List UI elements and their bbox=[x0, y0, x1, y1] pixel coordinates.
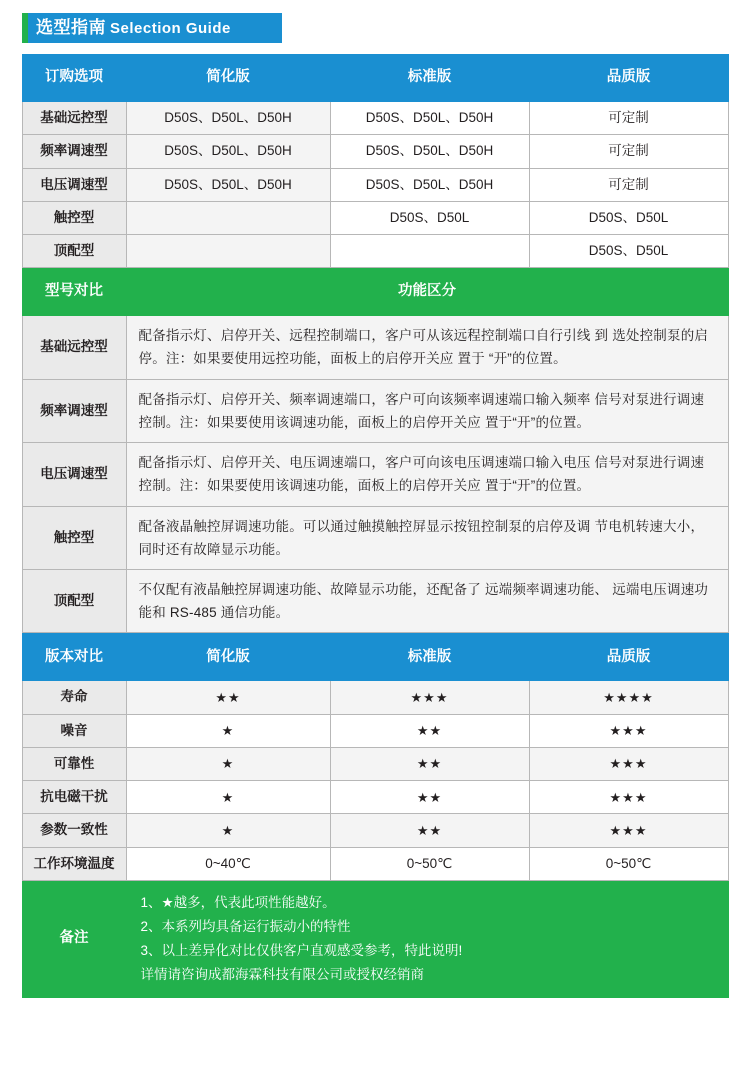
version-row-cell: ★★ bbox=[330, 747, 529, 780]
order-row-label: 基础远控型 bbox=[22, 102, 126, 135]
model-row-description: 配备液晶触控屏调速功能。可以通过触摸触控屏显示按钮控制泵的启停及调 节电机转速大小，同时还有故障显示功能。 bbox=[126, 506, 728, 569]
model-row-description: 配备指示灯、启停开关、频率调速端口，客户可向该频率调速端口输入频率 信号对泵进行调速控制。注：如果要使用该调速功能，面板上的启停开关应 置于“开”的位置。 bbox=[126, 379, 728, 442]
table-row bbox=[22, 570, 728, 633]
order-header-cell-1: 简化版 bbox=[126, 55, 330, 102]
version-header-cell-3: 品质版 bbox=[529, 634, 728, 681]
version-row-cell: ★★★ bbox=[529, 747, 728, 780]
order-row-cell bbox=[330, 235, 529, 268]
order-row-cell: D50S、D50L、D50H bbox=[126, 102, 330, 135]
version-row-cell: ★★ bbox=[330, 714, 529, 747]
version-row-label: 可靠性 bbox=[22, 747, 126, 780]
model-row-description: 配备指示灯、启停开关、远程控制端口，客户可从该远程控制端口自行引线 到 选处控制泵的启停。注：如果要使用远控功能，面板上的启停开关应 置于 “开”的位置。 bbox=[126, 316, 728, 379]
version-row-cell: 0~50℃ bbox=[330, 847, 529, 880]
note-line: 3、以上差异化对比仅供客户直观感受参考，特此说明! bbox=[140, 942, 463, 958]
table-row bbox=[22, 201, 728, 234]
note-line: 详情请咨询成都海霖科技有限公司或授权经销商 bbox=[140, 966, 424, 982]
table-row bbox=[22, 102, 728, 135]
model-row-label: 基础远控型 bbox=[22, 316, 126, 379]
order-row-cell: D50S、D50L bbox=[529, 201, 728, 234]
version-comparison-table bbox=[22, 633, 729, 998]
table-row bbox=[22, 168, 728, 201]
version-row-cell: ★★★ bbox=[529, 714, 728, 747]
version-row-cell: ★ bbox=[126, 747, 330, 780]
version-row-cell: 0~50℃ bbox=[529, 847, 728, 880]
order-row-cell: 可定制 bbox=[529, 135, 728, 168]
model-row-label: 触控型 bbox=[22, 506, 126, 569]
table-row bbox=[22, 379, 728, 442]
order-row-label: 顶配型 bbox=[22, 235, 126, 268]
note-row bbox=[22, 880, 728, 997]
version-row-cell: ★ bbox=[126, 714, 330, 747]
version-header-cell-2: 标准版 bbox=[330, 634, 529, 681]
note-line: 1、★越多，代表此项性能越好。 bbox=[140, 894, 336, 910]
table-row bbox=[22, 714, 728, 747]
page-title-cn: 选型指南 bbox=[36, 18, 106, 37]
table-row bbox=[22, 443, 728, 506]
version-row-cell: ★ bbox=[126, 814, 330, 847]
table-row bbox=[22, 781, 728, 814]
table-row bbox=[22, 235, 728, 268]
table-row bbox=[22, 506, 728, 569]
version-row-cell: ★★★ bbox=[529, 781, 728, 814]
version-table-header-row bbox=[22, 634, 728, 681]
model-table-header-row bbox=[22, 269, 728, 316]
version-header-cell-0: 版本对比 bbox=[22, 634, 126, 681]
version-row-label: 参数一致性 bbox=[22, 814, 126, 847]
version-row-cell: ★★★ bbox=[330, 681, 529, 714]
order-header-cell-3: 品质版 bbox=[529, 55, 728, 102]
model-row-label: 电压调速型 bbox=[22, 443, 126, 506]
note-line: 2、本系列均具备运行振动小的特性 bbox=[140, 918, 351, 934]
order-row-cell: D50S、D50L、D50H bbox=[330, 168, 529, 201]
version-row-cell: ★ bbox=[126, 781, 330, 814]
order-header-cell-0: 订购选项 bbox=[22, 55, 126, 102]
order-row-cell: D50S、D50L、D50H bbox=[330, 102, 529, 135]
order-row-cell bbox=[126, 235, 330, 268]
model-header-cell-1: 功能区分 bbox=[126, 269, 728, 316]
order-row-label: 频率调速型 bbox=[22, 135, 126, 168]
model-row-description: 配备指示灯、启停开关、电压调速端口，客户可向该电压调速端口输入电压 信号对泵进行调速控制。注：如果要使用该调速功能，面板上的启停开关应 置于“开”的位置。 bbox=[126, 443, 728, 506]
version-row-label: 噪音 bbox=[22, 714, 126, 747]
order-row-cell: 可定制 bbox=[529, 102, 728, 135]
order-row-cell: D50S、D50L bbox=[330, 201, 529, 234]
version-row-cell: 0~40℃ bbox=[126, 847, 330, 880]
order-row-cell: D50S、D50L、D50H bbox=[126, 135, 330, 168]
selection-guide-page bbox=[0, 8, 750, 998]
version-row-cell: ★★ bbox=[330, 814, 529, 847]
order-row-cell: D50S、D50L、D50H bbox=[330, 135, 529, 168]
table-row bbox=[22, 316, 728, 379]
order-row-cell bbox=[126, 201, 330, 234]
version-row-cell: ★★ bbox=[126, 681, 330, 714]
order-row-label: 触控型 bbox=[22, 201, 126, 234]
table-row bbox=[22, 747, 728, 780]
order-row-cell: D50S、D50L bbox=[529, 235, 728, 268]
version-row-label: 抗电磁干扰 bbox=[22, 781, 126, 814]
model-row-label: 顶配型 bbox=[22, 570, 126, 633]
order-row-cell: D50S、D50L、D50H bbox=[126, 168, 330, 201]
version-row-cell: ★★★★ bbox=[529, 681, 728, 714]
model-row-label: 频率调速型 bbox=[22, 379, 126, 442]
version-row-cell: ★★ bbox=[330, 781, 529, 814]
table-row bbox=[22, 681, 728, 714]
version-row-label: 工作环境温度 bbox=[22, 847, 126, 880]
page-banner bbox=[0, 8, 750, 48]
table-row bbox=[22, 847, 728, 880]
order-table-header-row bbox=[22, 55, 728, 102]
version-row-label: 寿命 bbox=[22, 681, 126, 714]
order-options-table bbox=[22, 54, 729, 268]
banner-accent-bar bbox=[22, 13, 28, 43]
order-row-cell: 可定制 bbox=[529, 168, 728, 201]
page-title bbox=[36, 13, 231, 43]
page-title-en: Selection Guide bbox=[110, 20, 231, 37]
table-row bbox=[22, 814, 728, 847]
note-body bbox=[126, 880, 728, 997]
order-row-label: 电压调速型 bbox=[22, 168, 126, 201]
version-row-cell: ★★★ bbox=[529, 814, 728, 847]
model-row-description: 不仅配有液晶触控屏调速功能、故障显示功能，还配备了 远端频率调速功能、 远端电压调速功能和 RS-485 通信功能。 bbox=[126, 570, 728, 633]
version-header-cell-1: 简化版 bbox=[126, 634, 330, 681]
model-header-cell-0: 型号对比 bbox=[22, 269, 126, 316]
note-label: 备注 bbox=[22, 880, 126, 997]
model-comparison-table bbox=[22, 268, 729, 633]
table-row bbox=[22, 135, 728, 168]
order-header-cell-2: 标准版 bbox=[330, 55, 529, 102]
